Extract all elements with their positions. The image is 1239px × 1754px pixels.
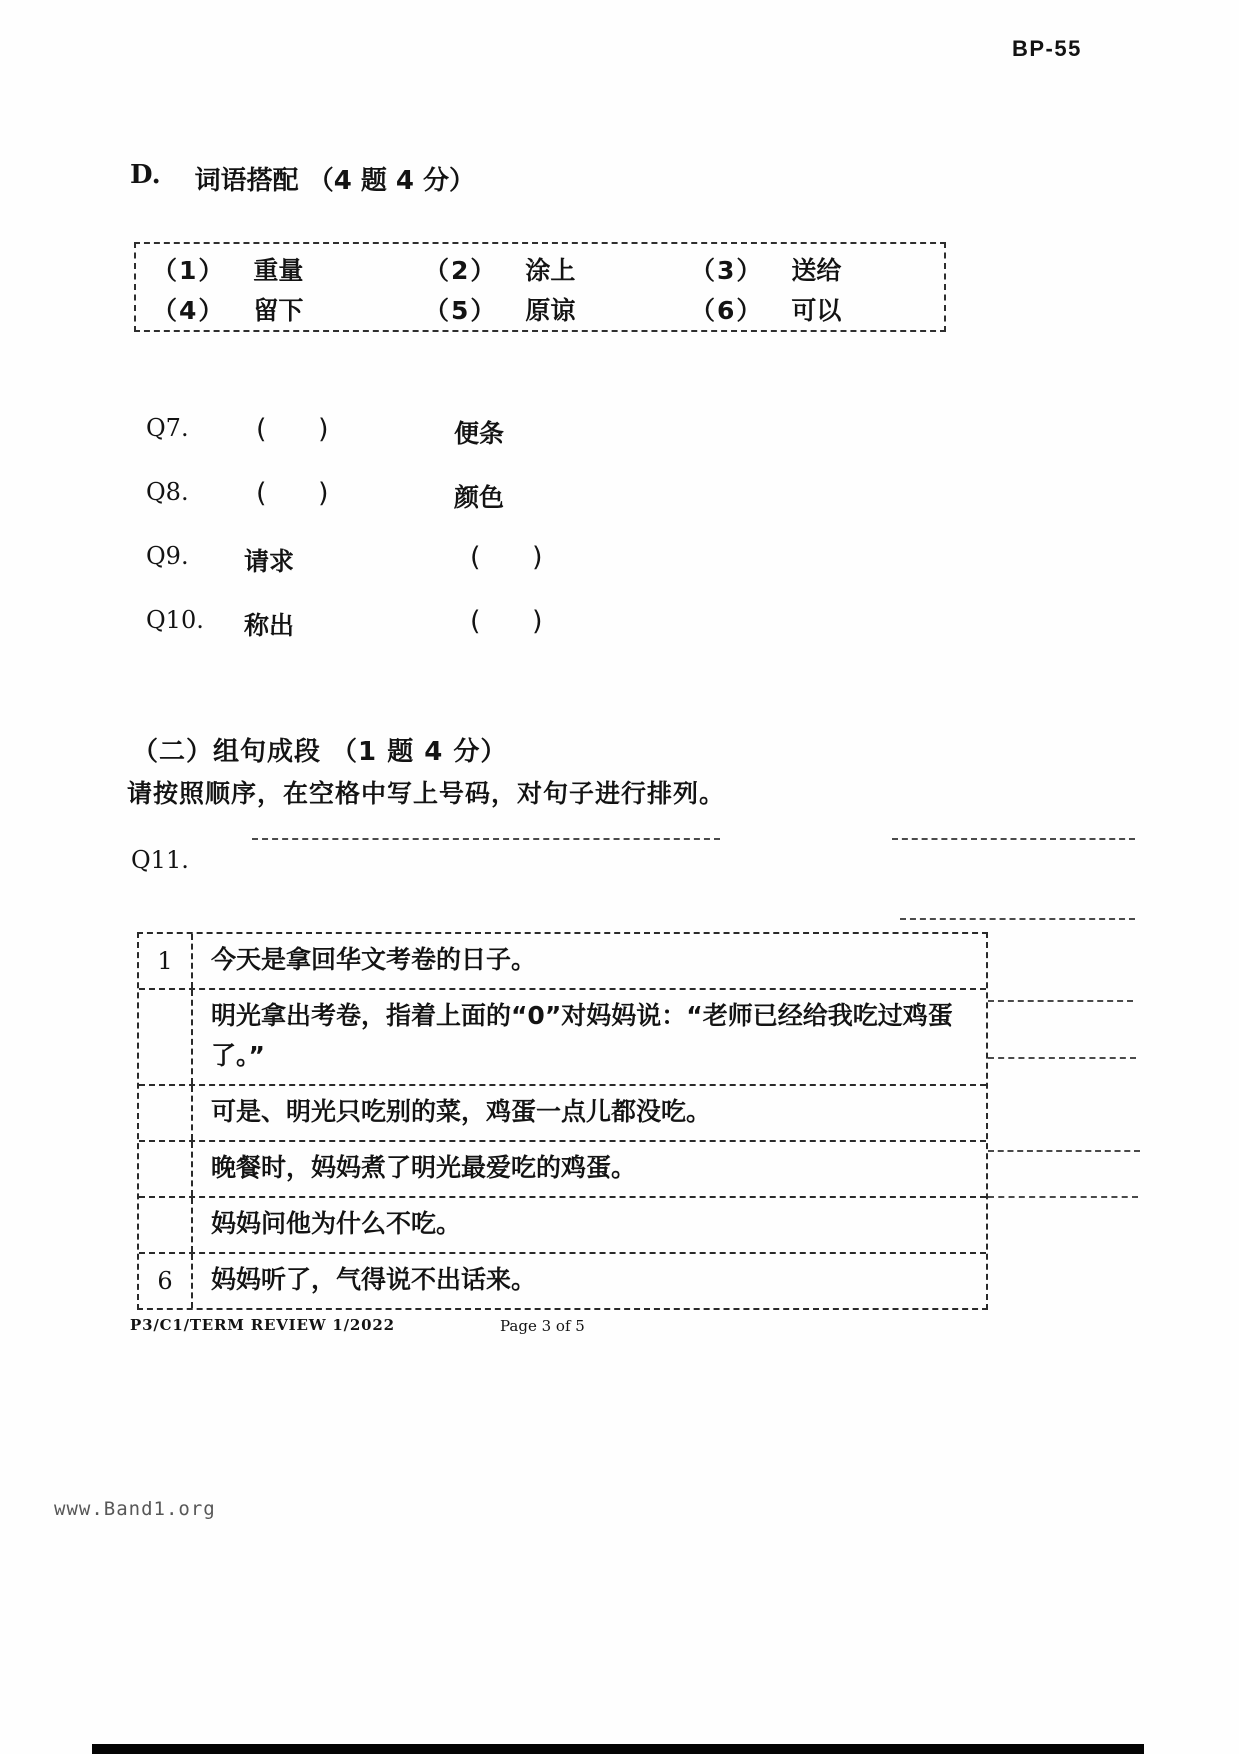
scan-edge-bar [92,1744,1144,1754]
word-bank-item [690,291,944,327]
word-bank-number: （4） [152,296,226,325]
question-id: Q9. [146,542,189,570]
matching-questions [146,414,786,670]
section-2-heading: （二）组句成段 （1 题 4 分） [132,737,508,767]
order-number-cell [139,1142,193,1196]
word-bank-item [424,251,690,287]
scan-artifact-line [988,1196,1138,1198]
scan-artifact-line [988,1057,1136,1059]
sentence-cell: 晚餐时，妈妈煮了明光最爱吃的鸡蛋。 [211,1153,637,1182]
table-row [139,1140,986,1196]
word-bank-word: 送给 [791,256,842,285]
order-number-cell [139,990,193,1084]
word-bank-word: 可以 [791,296,842,325]
answer-blank: ( ) [470,606,543,637]
table-row [139,988,986,1084]
table-row [139,1196,986,1252]
order-number-cell [139,1086,193,1140]
scan-artifact-line [988,1150,1140,1152]
scan-artifact-line [988,1000,1133,1002]
website-watermark: www.Band1.org [54,1498,216,1520]
sentence-order-table [137,932,988,1310]
question-id: Q7. [146,414,189,442]
question-row-q7 [146,414,786,478]
word-bank-box [134,242,946,332]
sentence-cell: 明光拿出考卷，指着上面的“0”对妈妈说：“老师已经给我吃过鸡蛋了。” [211,1001,953,1070]
question-row-q8 [146,478,786,542]
word-bank-word: 原谅 [525,296,576,325]
order-number-cell: 1 [139,934,193,988]
question-word: 请求 [244,547,295,576]
section-2-instruction: 请按照顺序，在空格中写上号码，对句子进行排列。 [127,779,726,808]
scan-artifact-line [900,918,1135,920]
question-word: 称出 [244,611,295,640]
question-id-q11: Q11. [131,846,189,874]
question-row-q10 [146,606,786,670]
table-row [139,1252,986,1308]
order-number-cell: 6 [139,1254,193,1308]
page-number: Page 3 of 5 [500,1317,585,1335]
order-number-cell [139,1198,193,1252]
word-bank-item [152,291,424,327]
word-bank-item [152,251,424,287]
word-bank-word: 涂上 [525,256,576,285]
answer-blank: ( ) [256,414,329,445]
word-bank-word: 留下 [253,296,304,325]
answer-blank: ( ) [470,542,543,573]
word-bank-number: （3） [690,256,764,285]
scan-artifact-line [892,838,1135,840]
answer-blank: ( ) [256,478,329,509]
sentence-cell: 妈妈听了，气得说不出话来。 [211,1265,537,1294]
section-d-heading [130,160,475,197]
question-id: Q8. [146,478,189,506]
word-bank-item [424,291,690,327]
question-row-q9 [146,542,786,606]
document-reference: P3/C1/TERM REVIEW 1/2022 [130,1316,395,1334]
question-word: 便条 [454,419,505,448]
scan-artifact-line [252,838,720,840]
table-row [139,1084,986,1140]
word-bank-number: （6） [690,296,764,325]
word-bank-number: （1） [152,256,226,285]
word-bank-item [690,251,944,287]
word-bank-number: （5） [424,296,498,325]
word-bank-number: （2） [424,256,498,285]
question-id: Q10. [146,606,204,634]
section-d-title: 词语搭配 （4 题 4 分） [194,166,476,196]
page-code: BP-55 [1012,36,1082,61]
sentence-cell: 妈妈问他为什么不吃。 [211,1209,462,1238]
question-word: 颜色 [454,483,505,512]
word-bank-word: 重量 [253,256,304,285]
sentence-cell: 可是、明光只吃别的菜，鸡蛋一点儿都没吃。 [211,1097,712,1126]
table-row [139,934,986,988]
sentence-cell: 今天是拿回华文考卷的日子。 [211,945,537,974]
section-d-label: D. [130,160,161,190]
